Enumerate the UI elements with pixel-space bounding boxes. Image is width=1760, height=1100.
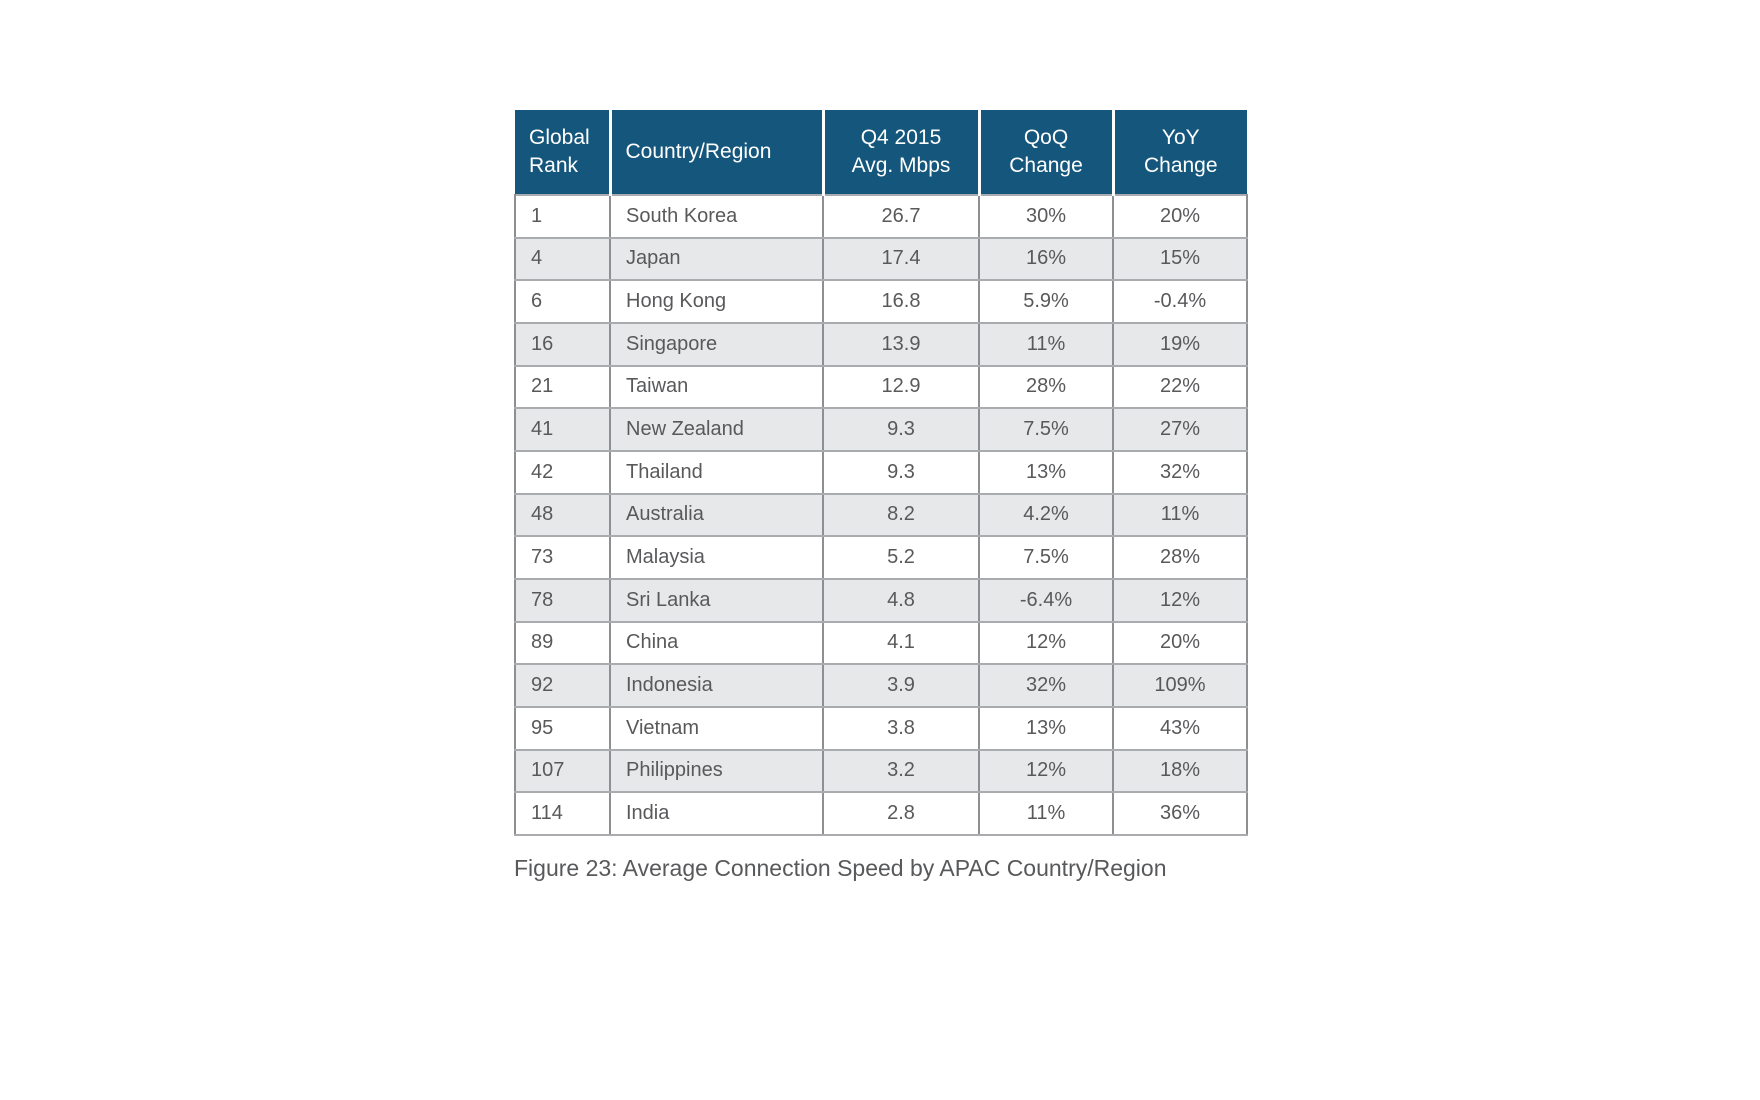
cell-avg-mbps: 9.3 [823, 408, 979, 451]
cell-qoq-change: 11% [979, 792, 1113, 835]
apac-speed-table [514, 110, 1248, 836]
cell-global-rank: 16 [515, 323, 610, 366]
table-row [515, 622, 1247, 665]
cell-global-rank: 1 [515, 195, 610, 238]
cell-avg-mbps: 13.9 [823, 323, 979, 366]
table-row [515, 664, 1247, 707]
cell-country-region: India [610, 792, 823, 835]
table-row [515, 195, 1247, 238]
cell-qoq-change: 11% [979, 323, 1113, 366]
cell-country-region: Japan [610, 238, 823, 281]
header-line: Country/Region [625, 140, 772, 164]
header-row [515, 110, 1247, 195]
cell-yoy-change: 22% [1113, 366, 1247, 409]
figure-23 [514, 110, 1246, 882]
cell-qoq-change: -6.4% [979, 579, 1113, 622]
cell-yoy-change: 27% [1113, 408, 1247, 451]
cell-qoq-change: 4.2% [979, 494, 1113, 537]
cell-yoy-change: 32% [1113, 451, 1247, 494]
cell-global-rank: 4 [515, 238, 610, 281]
cell-avg-mbps: 16.8 [823, 280, 979, 323]
table-row [515, 238, 1247, 281]
cell-yoy-change: 43% [1113, 707, 1247, 750]
cell-yoy-change: 20% [1113, 622, 1247, 665]
cell-avg-mbps: 4.1 [823, 622, 979, 665]
cell-country-region: Vietnam [610, 707, 823, 750]
table-header [515, 110, 1247, 195]
column-header-avg-mbps [823, 110, 979, 195]
cell-global-rank: 89 [515, 622, 610, 665]
cell-avg-mbps: 3.2 [823, 750, 979, 793]
cell-yoy-change: 28% [1113, 536, 1247, 579]
cell-qoq-change: 32% [979, 664, 1113, 707]
cell-country-region: Sri Lanka [610, 579, 823, 622]
cell-qoq-change: 28% [979, 366, 1113, 409]
column-header-yoy-change [1113, 110, 1247, 195]
table-body [515, 195, 1247, 835]
header-line: Q4 2015 [860, 126, 942, 150]
header-line: QoQ [1023, 126, 1069, 150]
cell-avg-mbps: 26.7 [823, 195, 979, 238]
table-row [515, 579, 1247, 622]
cell-country-region: New Zealand [610, 408, 823, 451]
cell-qoq-change: 30% [979, 195, 1113, 238]
column-header-qoq-change [979, 110, 1113, 195]
cell-avg-mbps: 4.8 [823, 579, 979, 622]
cell-avg-mbps: 9.3 [823, 451, 979, 494]
column-header-global-rank [515, 110, 610, 195]
cell-country-region: Philippines [610, 750, 823, 793]
table-row [515, 280, 1247, 323]
cell-global-rank: 114 [515, 792, 610, 835]
header-line: Change [1009, 154, 1083, 177]
cell-country-region: Singapore [610, 323, 823, 366]
cell-global-rank: 42 [515, 451, 610, 494]
table-row [515, 792, 1247, 835]
table-row [515, 323, 1247, 366]
cell-country-region: Indonesia [610, 664, 823, 707]
cell-global-rank: 95 [515, 707, 610, 750]
cell-avg-mbps: 17.4 [823, 238, 979, 281]
cell-country-region: Malaysia [610, 536, 823, 579]
cell-avg-mbps: 2.8 [823, 792, 979, 835]
table-row [515, 536, 1247, 579]
cell-qoq-change: 13% [979, 707, 1113, 750]
cell-global-rank: 48 [515, 494, 610, 537]
cell-global-rank: 21 [515, 366, 610, 409]
cell-avg-mbps: 3.8 [823, 707, 979, 750]
cell-qoq-change: 13% [979, 451, 1113, 494]
cell-qoq-change: 12% [979, 750, 1113, 793]
cell-yoy-change: -0.4% [1113, 280, 1247, 323]
cell-global-rank: 78 [515, 579, 610, 622]
cell-global-rank: 92 [515, 664, 610, 707]
cell-qoq-change: 7.5% [979, 408, 1113, 451]
cell-yoy-change: 15% [1113, 238, 1247, 281]
cell-avg-mbps: 8.2 [823, 494, 979, 537]
cell-yoy-change: 11% [1113, 494, 1247, 537]
table-row [515, 494, 1247, 537]
header-line: Rank [529, 154, 579, 177]
cell-avg-mbps: 12.9 [823, 366, 979, 409]
cell-country-region: Hong Kong [610, 280, 823, 323]
table-row [515, 750, 1247, 793]
cell-avg-mbps: 3.9 [823, 664, 979, 707]
cell-global-rank: 73 [515, 536, 610, 579]
cell-qoq-change: 12% [979, 622, 1113, 665]
table-row [515, 707, 1247, 750]
cell-yoy-change: 18% [1113, 750, 1247, 793]
header-line: Avg. Mbps [851, 154, 951, 177]
cell-country-region: South Korea [610, 195, 823, 238]
cell-yoy-change: 20% [1113, 195, 1247, 238]
cell-country-region: Thailand [610, 451, 823, 494]
cell-qoq-change: 5.9% [979, 280, 1113, 323]
table-row [515, 366, 1247, 409]
cell-global-rank: 107 [515, 750, 610, 793]
header-line: Change [1143, 154, 1218, 177]
figure-caption: Figure 23: Average Connection Speed by APAC Country/Region [514, 854, 1167, 881]
cell-global-rank: 41 [515, 408, 610, 451]
cell-qoq-change: 7.5% [979, 536, 1113, 579]
cell-country-region: Taiwan [610, 366, 823, 409]
table-row [515, 451, 1247, 494]
header-line: YoY [1161, 126, 1200, 150]
cell-yoy-change: 19% [1113, 323, 1247, 366]
cell-country-region: Australia [610, 494, 823, 537]
table-row [515, 408, 1247, 451]
cell-yoy-change: 12% [1113, 579, 1247, 622]
cell-qoq-change: 16% [979, 238, 1113, 281]
column-header-country-region [610, 110, 823, 195]
cell-yoy-change: 36% [1113, 792, 1247, 835]
cell-yoy-change: 109% [1113, 664, 1247, 707]
header-line: Global [529, 126, 590, 150]
cell-avg-mbps: 5.2 [823, 536, 979, 579]
cell-global-rank: 6 [515, 280, 610, 323]
cell-country-region: China [610, 622, 823, 665]
